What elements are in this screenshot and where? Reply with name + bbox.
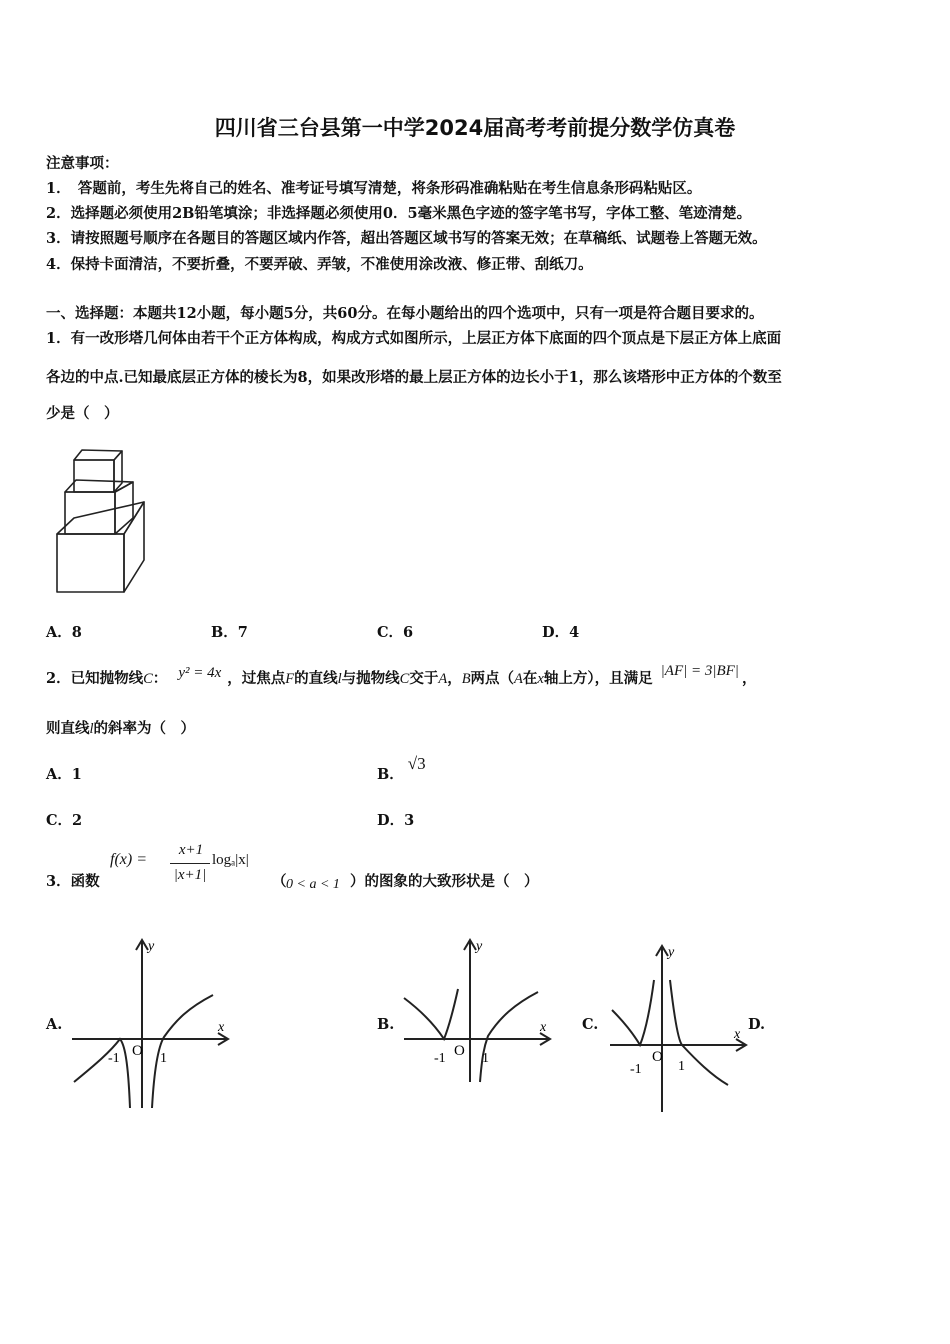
q2-option-b[interactable] [377,754,426,784]
notice-item-3: 3．请按照题号顺序在各题目的答题区域内作答，超出答题区域书写的答案无效；在草稿纸、试题卷上答题无效。 [46,230,767,247]
q2-text-7: 在 [522,670,538,687]
q1-line-3: 少是（ ） [46,405,119,422]
q2-text-6: 两点（ [470,670,515,687]
q1-option-a[interactable]: A．8 [46,624,82,641]
q2-option-c[interactable]: C．2 [46,812,83,829]
q2-text-10: 的斜率为（ ） [93,720,196,737]
graph-a-one-label: 1 [160,1051,167,1066]
q2-text-1: 2．已知抛物线 [46,670,144,687]
q2-axis-x: x [537,671,544,687]
q1-option-c[interactable]: C．6 [377,624,414,641]
graph-b-neg1-label: -1 [434,1051,446,1066]
q2-line-l: l [337,671,342,687]
q2-text-2: ，过焦点 [227,670,286,687]
graph-b [400,932,560,1092]
q2-text-3: 的直线 [294,670,338,687]
q3-fraction-bar [170,863,210,864]
graph-b-one-label: 1 [482,1051,489,1066]
q2-option-a[interactable]: A．1 [46,766,82,783]
q3-label: 3．函数 [46,873,100,890]
graph-c-left-curve [612,980,654,1045]
q3-text-2: ）的图象的大致形状是（ ） [350,873,539,890]
q2-focus-f: F [285,671,295,687]
graph-b-x-label: x [540,1020,547,1035]
q3-numerator: x+1 [178,842,204,858]
q2-condition: |AF| = 3|BF| [660,663,739,679]
notice-heading: 注意事项： [46,155,119,172]
cube-tower-figure [50,446,150,596]
q2-point-a-2: A [514,671,523,687]
q1-line-2: 各边的中点.已知最底层正方体的棱长为8，如果改形塔的最上层正方体的边长小于1，那么该塔形中正方体的个数至 [46,369,782,386]
notice-item-4: 4．保持卡面清洁，不要折叠，不要弄破、弄皱，不准使用涂改液、修正带、刮纸刀。 [46,256,593,273]
q3-option-c[interactable]: C. [582,1016,599,1033]
q2-parabola-eq: y² = 4x [178,665,222,681]
q2-text-8: 轴上方），且满足 [543,670,653,687]
q2-line-l-2: l [89,721,94,737]
q2-point-b: B [461,671,471,687]
notice-item-2: 2．选择题必须使用2B铅笔填涂；非选择题必须使用0．5毫米黑色字迹的签字笔书写，字体工整、笔迹清楚。 [46,205,752,222]
q2-stem-line-1 [46,663,757,688]
graph-c-one-label: 1 [678,1059,685,1074]
q3-log-term: logₐ|x| [212,852,249,868]
q2-stem-line-2 [46,717,195,738]
graph-c-x-label: x [734,1027,741,1042]
q2-comma: ， [447,670,462,687]
q3-option-a[interactable]: A. [46,1016,63,1033]
graph-c [606,940,756,1116]
q2-point-a: A [438,671,448,687]
graph-b-y-label: y [476,939,483,954]
q2-option-b-label: B． [377,766,404,783]
q2-colon: ： [152,670,168,687]
section-heading: 一、选择题：本题共12小题，每小题5分，共60分。在每小题给出的四个选项中，只有一项是符合题目要求的。 [46,305,764,322]
q2-text-4: 与抛物线 [341,670,400,687]
q1-option-b[interactable]: B．7 [211,624,248,641]
graph-b-right-curve [480,992,538,1082]
q3-open-paren: （ [272,873,287,890]
graph-c-y-label: y [668,945,675,960]
graph-b-left-curve [404,989,458,1039]
graph-b-origin-label: O [454,1043,465,1059]
graph-a-origin-label: O [132,1043,143,1059]
q1-option-d[interactable]: D．4 [542,624,580,641]
q2-end: ， [741,670,757,687]
q2-text-9: 则直线 [46,720,90,737]
q3-option-b[interactable]: B. [377,1016,395,1033]
q3-function-formula [110,842,270,892]
graph-a [68,932,238,1112]
q1-line-1: 1．有一改形塔几何体由若干个正方体构成，构成方式如图所示，上层正方体下底面的四个顶点是下层正方体上底面 [46,330,782,347]
q3-f-lhs: f(x) = [110,851,147,868]
q2-curve-c: C [143,671,153,687]
graph-a-neg1-label: -1 [108,1051,120,1066]
q3-condition: 0 < a < 1 [286,877,340,892]
graph-a-y-label: y [148,939,155,954]
q2-text-5: 交于 [409,670,439,687]
notice-item-1: 1． 答题前，考生先将自己的姓名、准考证号填写清楚，将条形码准确粘贴在考生信息条形码粘贴区。 [46,180,702,197]
graph-a-x-label: x [218,1020,225,1035]
q2-option-b-value: √3 [407,754,426,773]
q3-option-d[interactable]: D. [748,1016,766,1033]
graph-c-neg1-label: -1 [630,1062,642,1077]
q2-curve-c-2: C [399,671,410,687]
q2-option-d[interactable]: D．3 [377,812,415,829]
q3-denominator: |x+1| [173,867,207,883]
graph-c-origin-label: O [652,1049,663,1065]
page-title: 四川省三台县第一中学2024届高考考前提分数学仿真卷 [214,116,736,140]
graph-a-left-curve [74,1039,130,1108]
